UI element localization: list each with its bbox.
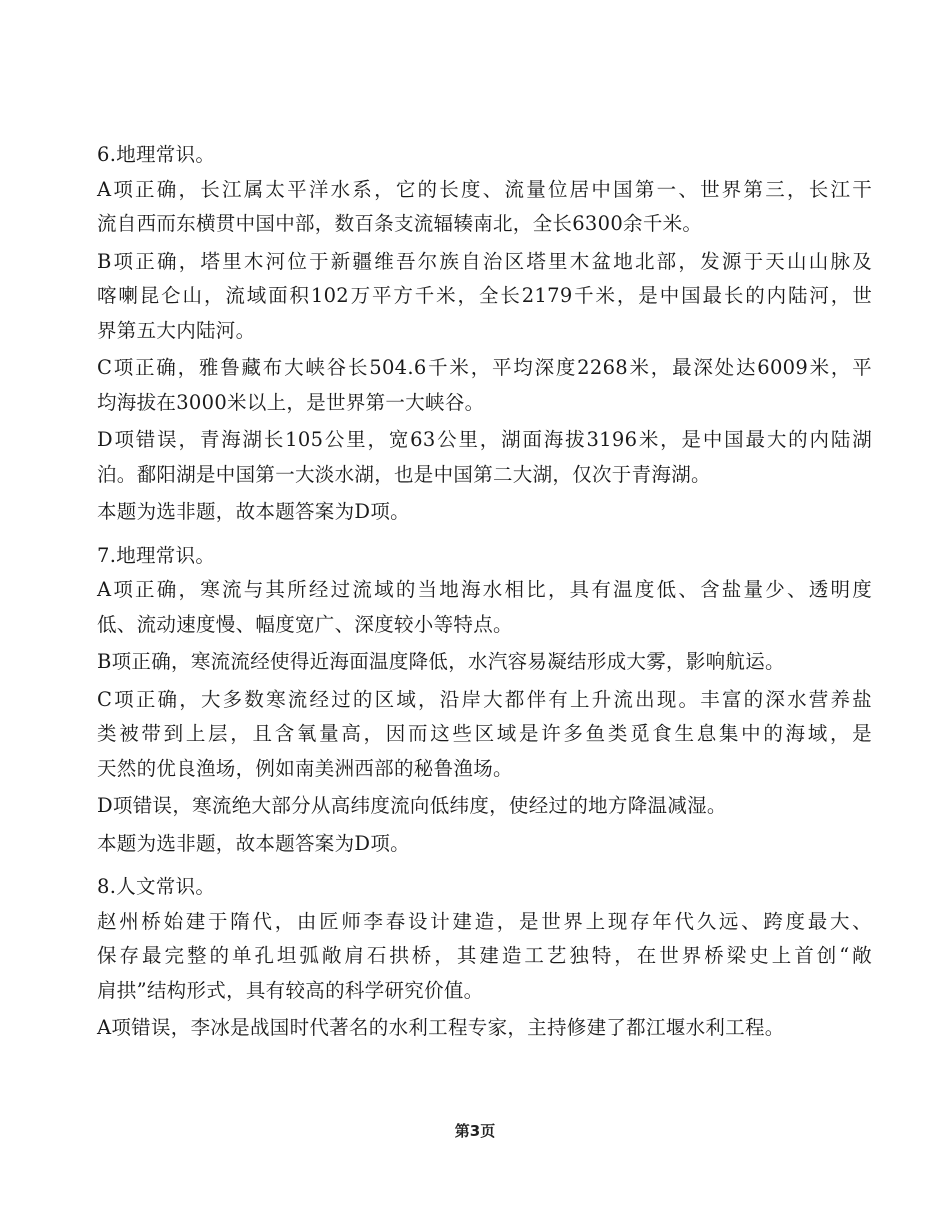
text-line: 本题为选非题，故本题答案为D项。 bbox=[97, 831, 410, 855]
answer-conclusion bbox=[97, 827, 872, 862]
answer-paragraph bbox=[97, 423, 872, 492]
page-number: 第3页 bbox=[454, 1122, 496, 1140]
section-heading bbox=[97, 138, 872, 173]
text-line: D项错误，寒流绝大部分从高纬度流向低纬度，使经过的地方降温减湿。 bbox=[97, 794, 727, 817]
text-line: B项正确，寒流流经使得近海面温度降低，水汽容易凝结形成大雾，影响航运。 bbox=[97, 650, 785, 673]
text-line: 类被带到上层，且含氧量高，因而这些区域是许多鱼类觅食生息集中的海域，是 bbox=[97, 722, 872, 745]
question-section-8 bbox=[97, 870, 872, 1046]
heading-text: 8.人文常识。 bbox=[97, 875, 216, 898]
answer-paragraph bbox=[97, 245, 872, 349]
heading-text: 7.地理常识。 bbox=[97, 543, 216, 567]
document-body bbox=[97, 138, 872, 1055]
text-line: A项正确，寒流与其所经过流域的当地海水相比，具有温度低、含盐量少、透明度 bbox=[97, 578, 872, 601]
text-line: 天然的优良渔场，例如南美洲西部的秘鲁渔场。 bbox=[97, 756, 513, 780]
text-line: 界第五大内陆河。 bbox=[97, 318, 256, 342]
text-line: 均海拔在3000米以上，是世界第一大峡谷。 bbox=[97, 390, 485, 414]
text-line: A项错误，李冰是战国时代著名的水利工程专家，主持修建了都江堰水利工程。 bbox=[97, 1016, 785, 1039]
section-heading bbox=[97, 870, 872, 905]
question-section-6 bbox=[97, 138, 872, 530]
text-line: 喀喇昆仑山，流域面积102万平方千米，全长2179千米，是中国最长的内陆河，世 bbox=[97, 284, 872, 307]
answer-paragraph bbox=[97, 683, 872, 787]
text-line: C项正确，大多数寒流经过的区域，沿岸大都伴有上升流出现。丰富的深水营养盐 bbox=[97, 687, 872, 711]
text-line: A项正确，长江属太平洋水系，它的长度、流量位居中国第一、世界第三，长江干 bbox=[97, 177, 872, 201]
text-line: 肩拱”结构形式，具有较高的科学研究价值。 bbox=[97, 978, 484, 1002]
section-heading bbox=[97, 539, 872, 574]
text-line: 泊。鄱阳湖是中国第一大淡水湖，也是中国第二大湖，仅次于青海湖。 bbox=[97, 462, 711, 486]
text-line: B项正确，塔里木河位于新疆维吾尔族自治区塔里木盆地北部，发源于天山山脉及 bbox=[97, 249, 872, 273]
answer-paragraph bbox=[97, 173, 872, 242]
answer-paragraph bbox=[97, 789, 872, 824]
heading-text: 6.地理常识。 bbox=[97, 143, 216, 166]
answer-paragraph bbox=[97, 573, 872, 642]
question-section-7 bbox=[97, 539, 872, 862]
text-line: C项正确，雅鲁藏布大峡谷长504.6千米，平均深度2268米，最深处达6009米，平 bbox=[97, 356, 872, 379]
answer-paragraph bbox=[97, 351, 872, 420]
text-line: 流自西而东横贯中国中部，数百条支流辐辏南北，全长6300余千米。 bbox=[97, 212, 703, 235]
answer-conclusion bbox=[97, 495, 872, 530]
text-line: D项错误，青海湖长105公里，宽63公里，湖面海拔3196米，是中国最大的内陆湖 bbox=[97, 428, 872, 451]
text-line: 本题为选非题，故本题答案为D项。 bbox=[97, 500, 410, 523]
text-line: 保存最完整的单孔坦弧敞肩石拱桥，其建造工艺独特，在世界桥梁史上首创“敞 bbox=[97, 944, 872, 967]
answer-paragraph bbox=[97, 1011, 872, 1046]
text-line: 赵州桥始建于隋代，由匠师李春设计建造，是世界上现存年代久远、跨度最大、 bbox=[97, 909, 872, 933]
text-line: 低、流动速度慢、幅度宽广、深度较小等特点。 bbox=[97, 612, 513, 636]
answer-paragraph bbox=[97, 645, 872, 680]
answer-paragraph bbox=[97, 905, 872, 1009]
